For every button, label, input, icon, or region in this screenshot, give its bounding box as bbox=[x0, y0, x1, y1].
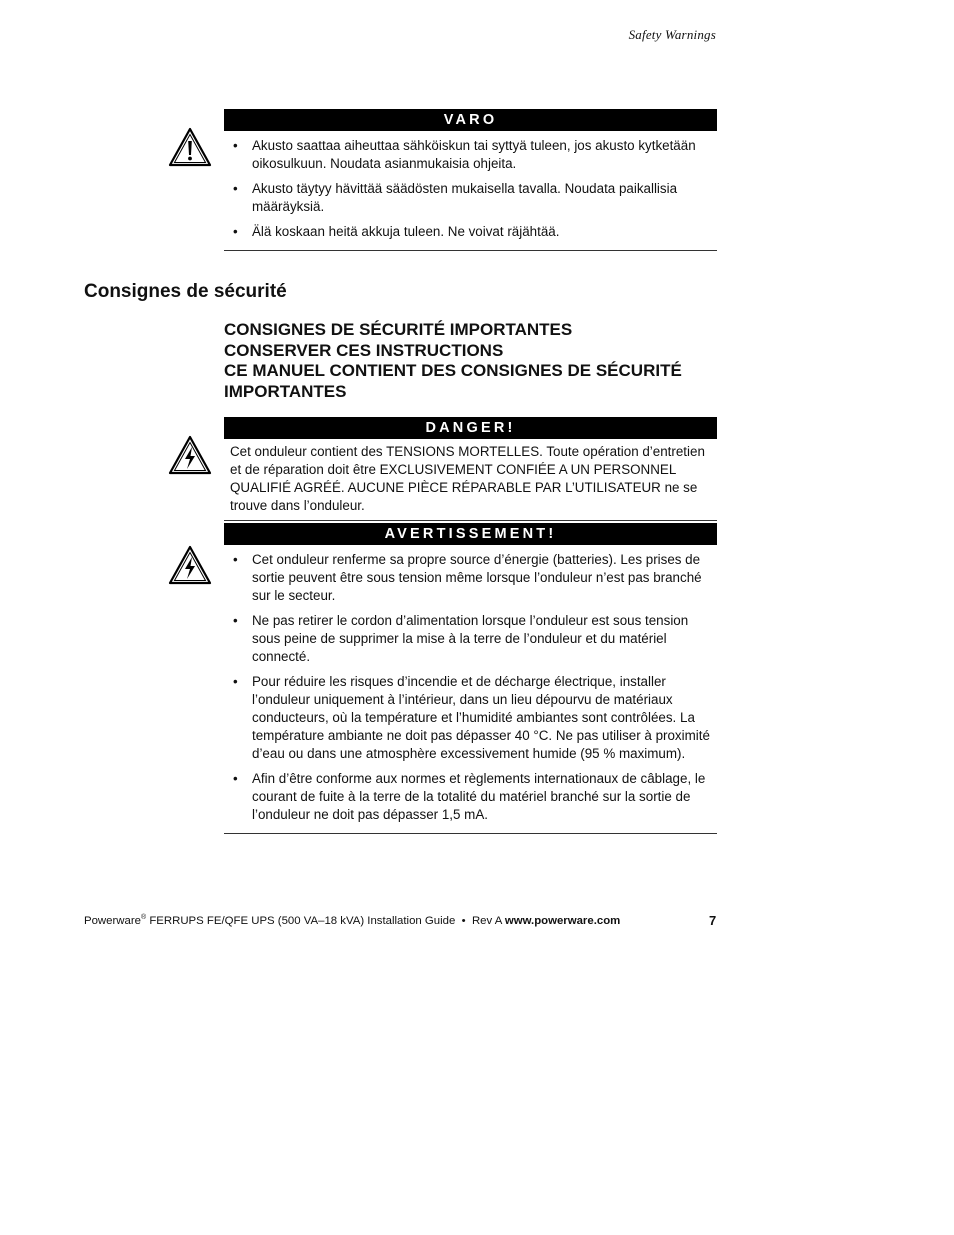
footer-brand: Powerware bbox=[84, 914, 141, 927]
important-line: CONSERVER CES INSTRUCTIONS bbox=[224, 340, 504, 360]
running-head: Safety Warnings bbox=[628, 27, 716, 42]
footer-url[interactable]: www.powerware.com bbox=[504, 914, 621, 927]
important-line: CONSIGNES DE SÉCURITÉ IMPORTANTES bbox=[224, 320, 573, 339]
exclamation-warning-icon bbox=[168, 127, 212, 167]
footer-text: FERRUPS FE/QFE UPS (500 VA–18 kVA) Installation Guide • Rev A bbox=[146, 914, 505, 927]
list-item: • Afin d’être conforme aux normes et règlements internationaux de câblage, le courant de fuite à la terre de la totalité du matériel branché sur la sortie de l’onduleur ne doit pas dépasser 1,5 mA. bbox=[224, 770, 717, 824]
electrical-hazard-icon bbox=[168, 545, 212, 585]
electrical-hazard-icon bbox=[168, 435, 212, 475]
important-line: IMPORTANTES bbox=[224, 381, 347, 401]
list-item: • Ne pas retirer le cordon d’alimentation lorsque l’onduleur est sous tension sous peine de supprimer la mise à la terre de l’onduleur et du matériel connecté. bbox=[224, 612, 717, 666]
varo-title: VARO bbox=[224, 109, 717, 131]
varo-warning-box bbox=[224, 109, 717, 251]
list-item: • Akusto täytyy hävittää säädösten mukaisella tavalla. Noudata paikallisia määräyksiä. bbox=[224, 180, 717, 216]
list-item: • Älä koskaan heitä akkuja tuleen. Ne voivat räjähtää. bbox=[224, 223, 717, 241]
page-number: 7 bbox=[709, 913, 717, 928]
list-item: • Cet onduleur renferme sa propre source d’énergie (batteries). Les prises de sortie peuvent être sous tension même lorsque l’onduleur n’est pas branché sur le secteur. bbox=[224, 551, 717, 605]
danger-text: Cet onduleur contient des TENSIONS MORTELLES. Toute opération d’entretien et de réparation doit être EXCLUSIVEMENT CONFIÉE A UN PERSONNEL QUALIFIÉ AGRÉÉ. AUCUNE PIÈCE RÉPARABLE PAR L’UTILISATEUR ne se trouve dans l’onduleur. bbox=[230, 444, 705, 513]
important-line: CE MANUEL CONTIENT DES CONSIGNES DE SÉCURITÉ bbox=[224, 361, 682, 380]
section-title: Consignes de sécurité bbox=[84, 281, 287, 302]
important-notice bbox=[224, 320, 682, 402]
danger-box bbox=[224, 417, 717, 521]
footer-reg-mark: ® bbox=[140, 914, 147, 921]
danger-title: DANGER! bbox=[224, 417, 717, 439]
avertissement-box bbox=[224, 523, 717, 834]
avertissement-title: AVERTISSEMENT! bbox=[224, 523, 717, 545]
footer bbox=[84, 914, 620, 927]
list-item: • Pour réduire les risques d’incendie et de décharge électrique, installer l’onduleur uniquement à l’intérieur, dans un lieu dépourvu de matériaux conducteurs, où la température et l’humidité ambiantes sont contrôlées. La température ambiante ne doit pas dépasser 40 °C. Ne pas utiliser à proximité d’eau ou dans une atmosphère excessivement humide (95 % maximum). bbox=[224, 673, 717, 763]
list-item: • Akusto saattaa aiheuttaa sähköiskun tai syttyä tuleen, jos akusto kytketään oikosulkuun. Noudata asianmukaisia ohjeita. bbox=[224, 137, 717, 173]
